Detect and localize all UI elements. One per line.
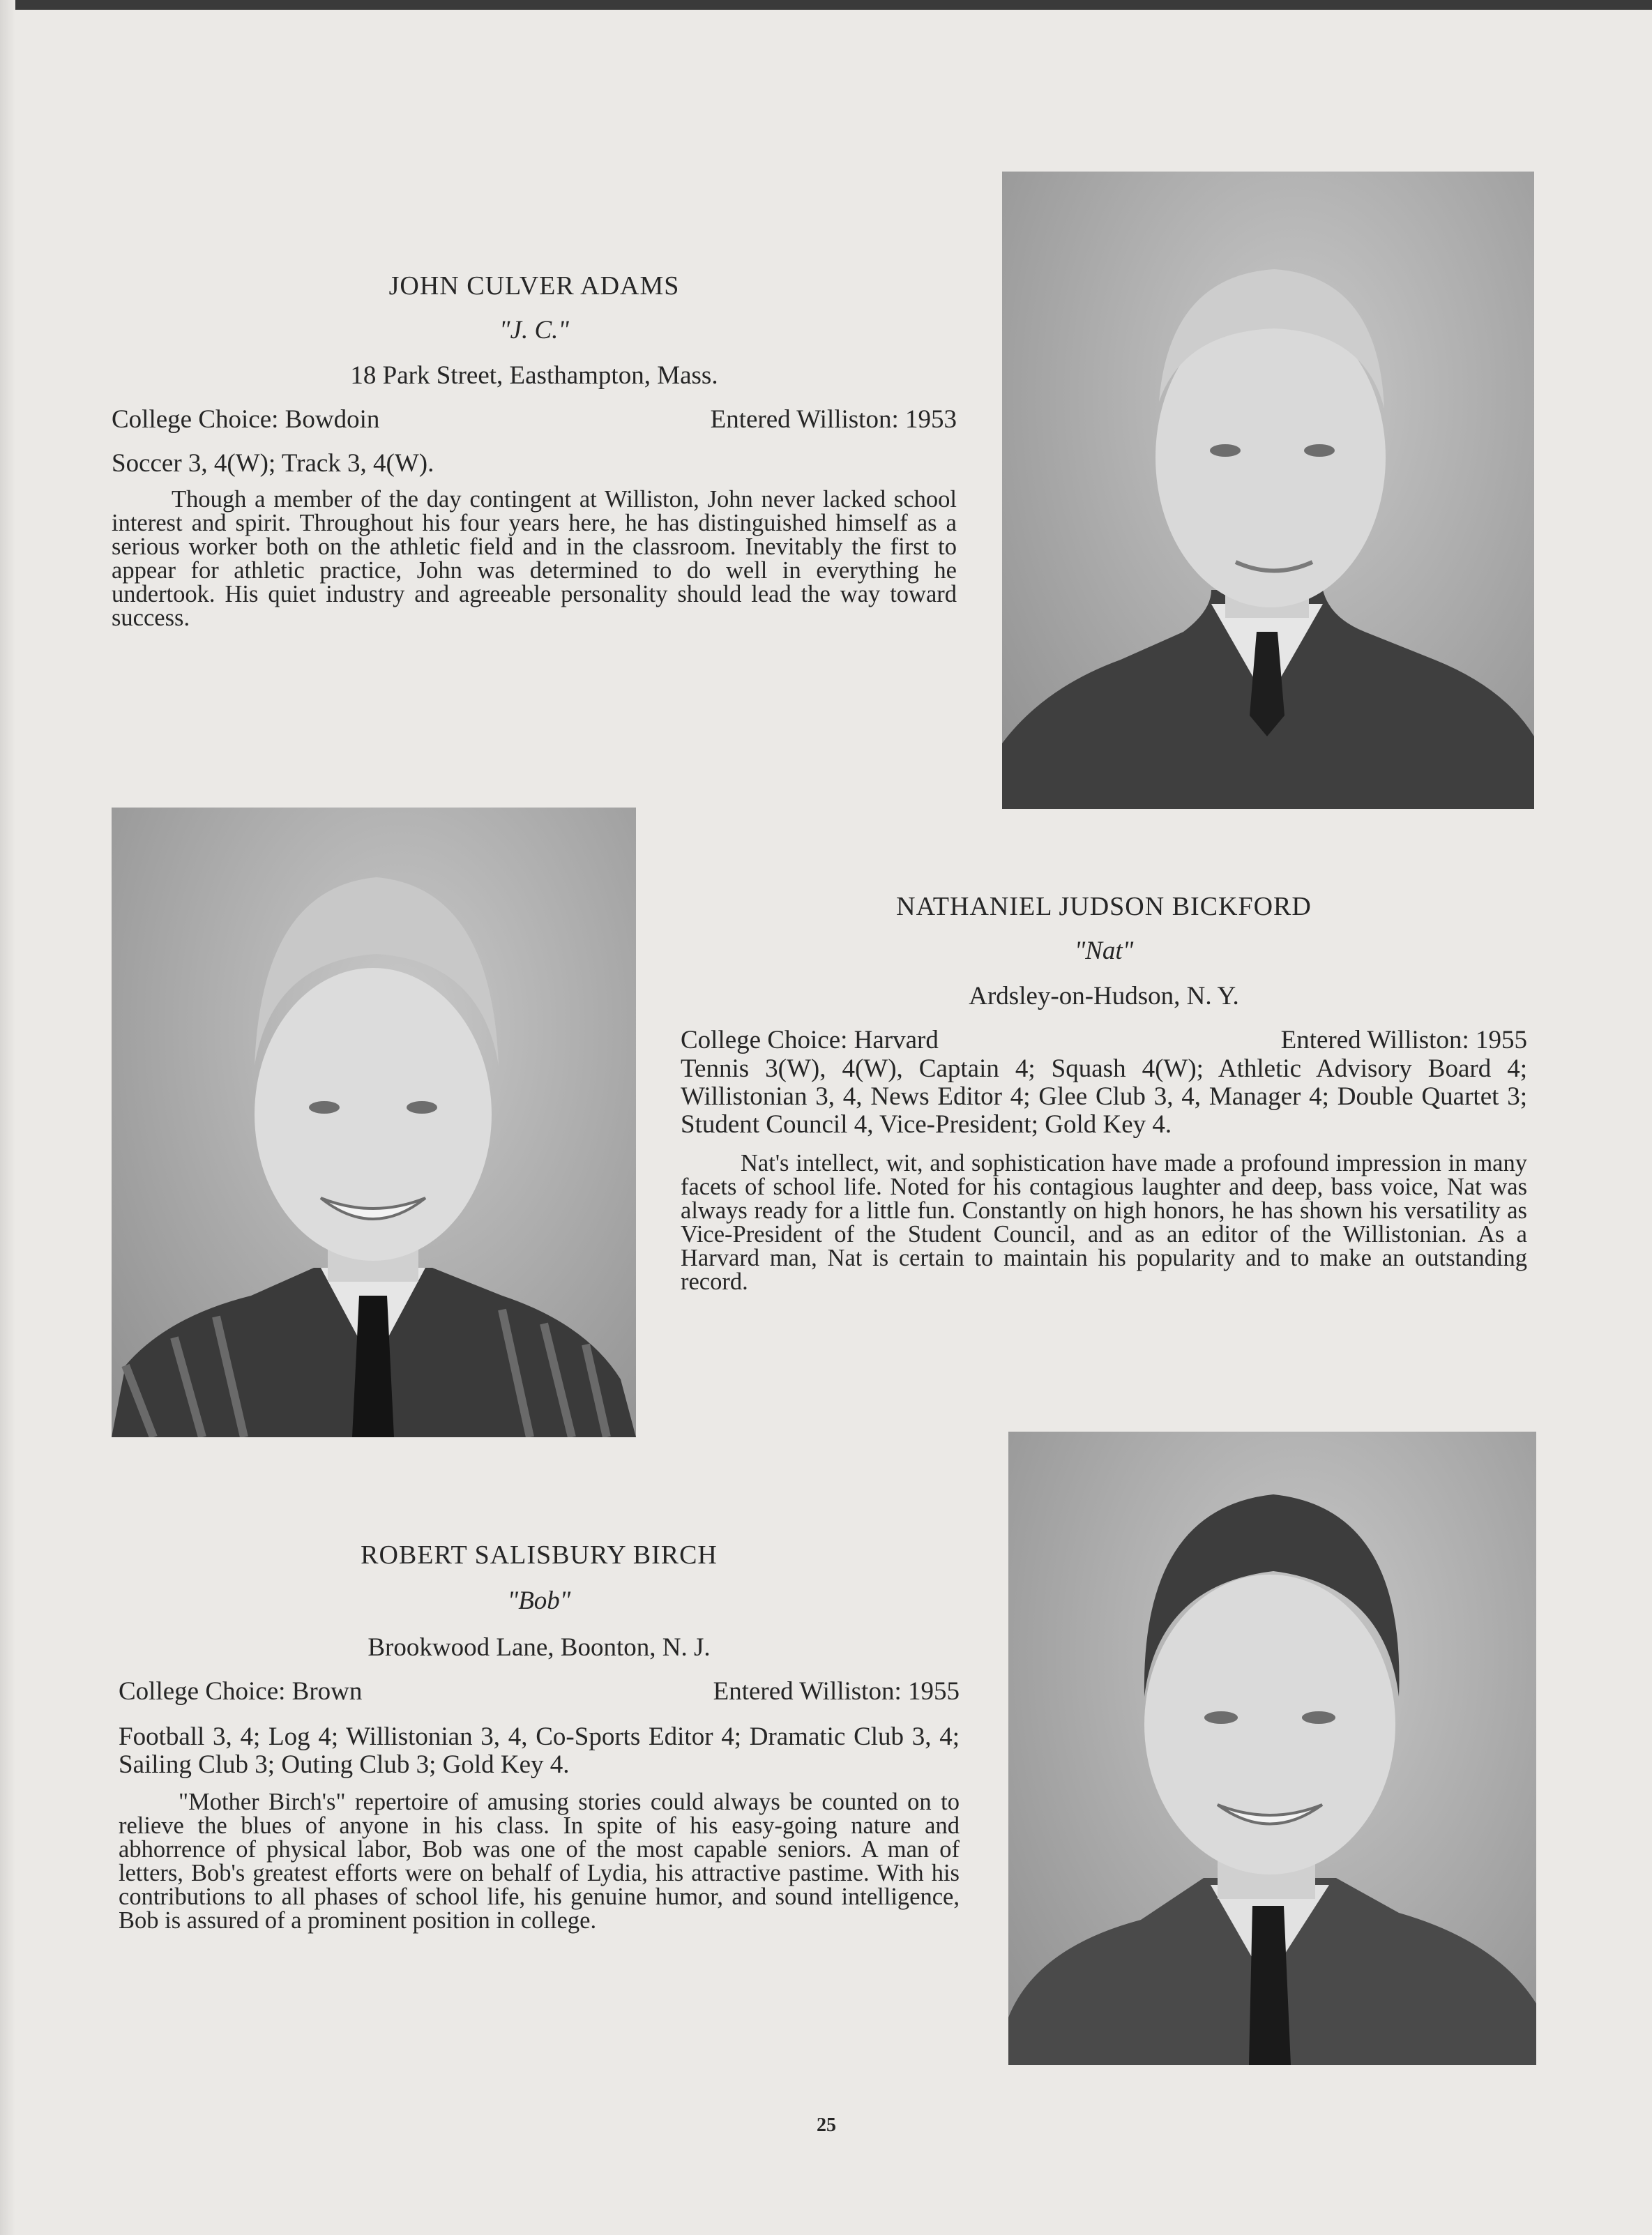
student-nickname: "Nat" [1074, 937, 1134, 965]
student-name: JOHN CULVER ADAMS [388, 271, 680, 301]
student-address: 18 Park Street, Easthampton, Mass. [350, 361, 718, 390]
page-top-edge [0, 0, 1652, 10]
page-binding-edge [0, 0, 15, 2235]
portrait-photo-bickford [112, 808, 636, 1437]
college-entered-row [112, 404, 957, 434]
college-entered-row [119, 1676, 960, 1706]
student-address: Ardsley-on-Hudson, N. Y. [969, 982, 1239, 1010]
portrait-photo-adams [1002, 172, 1534, 809]
college-choice: College Choice: Harvard [681, 1026, 939, 1054]
student-entry-adams [112, 271, 957, 630]
student-bio: Though a member of the day contingent at Williston, John never lacked school interest and spirit. Throughout his four years here, he has distinguished himself as a serious worker both on the athletic field and in the classroom. Inevitably the first to appear for athletic practice, John was determined to do well in everything he undertook. His quiet industry and agreeable personality should lead the way toward success. [112, 486, 957, 631]
college-choice: College Choice: Brown [119, 1677, 363, 1706]
student-bio: "Mother Birch's" repertoire of amusing stories could always be counted on to relieve the blues of anyone in his class. In spite of his easy-going nature and abhorrence of physical labor, Bob was one of the most capable seniors. A man of letters, Bob's greatest efforts were on behalf of Lydia, his attractive pastime. With his contributions to all phases of school life, his genuine humor, and sound intelligence, Bob is assured of a prominent position in college. [119, 1789, 960, 1934]
student-nickname: "J. C." [499, 316, 569, 344]
student-bio: Nat's intellect, wit, and sophistication have made a profound impression in many facets of school life. Noted for his contagious laughter and deep, bass voice, Nat was always ready for a little fun. Constantly on high honors, he has shown his versatility as Vice-President of the Student Council, and as an editor of the Willistonian. As a Harvard man, Nat is certain to maintain his popularity and to make an outstanding record. [681, 1150, 1527, 1295]
portrait-photo-icon [1008, 1432, 1536, 2065]
student-activities: Soccer 3, 4(W); Track 3, 4(W). [112, 449, 434, 478]
entered-year: Entered Williston: 1955 [713, 1677, 960, 1706]
entered-year: Entered Williston: 1955 [1280, 1026, 1527, 1054]
student-entry-birch [119, 1540, 960, 1932]
portrait-photo-birch [1008, 1432, 1536, 2065]
student-nickname: "Bob" [507, 1586, 571, 1615]
student-entry-bickford [681, 891, 1527, 1294]
student-name: ROBERT SALISBURY BIRCH [361, 1540, 718, 1570]
student-address: Brookwood Lane, Boonton, N. J. [367, 1633, 711, 1662]
portrait-photo-icon [1002, 172, 1534, 809]
college-entered-row [681, 1025, 1527, 1055]
student-name: NATHANIEL JUDSON BICKFORD [896, 892, 1312, 921]
portrait-photo-icon [112, 808, 636, 1437]
college-choice: College Choice: Bowdoin [112, 405, 380, 434]
student-activities: Football 3, 4; Log 4; Willistonian 3, 4, Co-Sports Editor 4; Dramatic Club 3, 4; Sailing Club 3; Outing Club 3; Gold Key 4. [119, 1722, 960, 1779]
student-activities: Tennis 3(W), 4(W), Captain 4; Squash 4(W); Athletic Advisory Board 4; Willistonian 3, 4, News Editor 4; Glee Club 3, 4, Manager 4; Double Quartet 3; Student Council 4, Vice-President; Gold Key 4. [681, 1054, 1527, 1139]
entered-year: Entered Williston: 1953 [710, 405, 957, 434]
page-number: 25 [817, 2114, 836, 2136]
